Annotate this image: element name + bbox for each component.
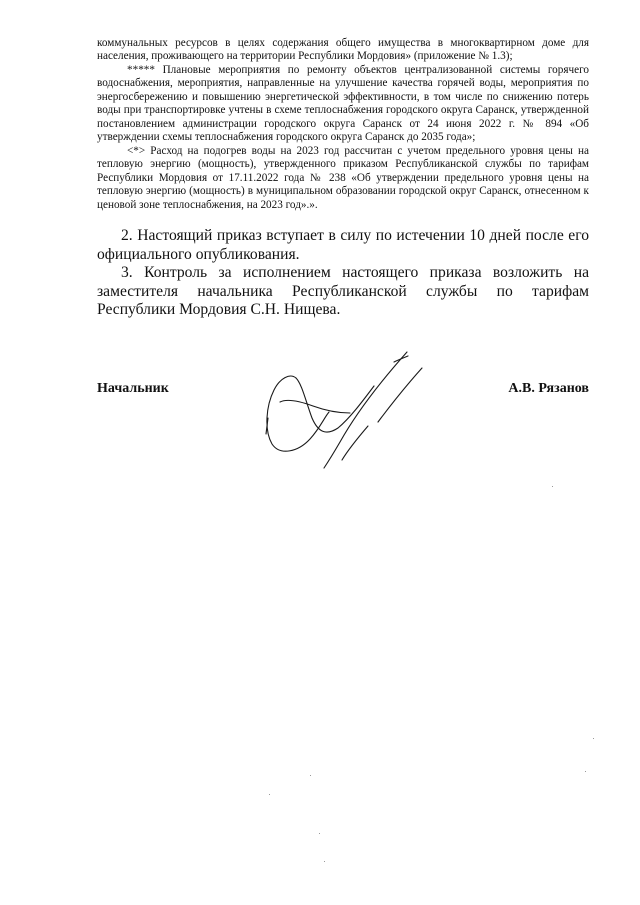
scan-speck (324, 861, 325, 862)
footnote-star-note (97, 145, 589, 212)
scan-speck (585, 771, 586, 772)
footnote-continuation-text: коммунальных ресурсов в целях содержания общего имущества в многоквартирном доме для населения, проживающего на территории Республики Мордовия» (приложение № 1.3); (97, 37, 589, 63)
order-paragraphs (97, 227, 589, 320)
signatory-name: А.В. Рязанов (508, 381, 589, 396)
paragraph-3: 3. Контроль за исполнением настоящего приказа возложить на заместителя начальника Республиканской службы по тарифам Республики Мордовия С.Н. Нищева. (97, 264, 589, 319)
scan-speck (552, 486, 553, 487)
scan-speck (319, 833, 320, 834)
handwritten-signature (258, 340, 443, 475)
footnote-star-note-text: <*> Расход на подогрев воды на 2023 год рассчитан с учетом предельного уровня цены на тепловую энергию (мощность), утвержденного приказом Республиканской службы по тарифам Республики Мордовия от 17.11.2022 года № 238 «Об утверждении предельного уровня цены на тепловую энергию (мощность) в муниципальном образовании городской округ Саранск, отнесенном к ценовой зоне теплоснабжения, на 2023 год».». (97, 145, 589, 211)
scan-speck (310, 775, 311, 776)
footnote-five-star (97, 64, 589, 144)
footnote-continuation (97, 37, 589, 64)
signatory-title: Начальник (97, 381, 169, 396)
scan-speck (593, 738, 594, 739)
footnote-five-star-text: ***** Плановые мероприятия по ремонту объектов централизованной системы горячего водоснабжения, мероприятия, направленные на улучшение качества горячей воды, мероприятия по энергосбережению и повышению энергетической эффективности, в том числе по снижению потерь воды при транспортировке учтены в схеме теплоснабжения городского округа Саранск, утвержденной постановлением администрации городского округа Саранск от 24 июня 2022 г. № 894 «Об утверждении схемы теплоснабжения городского округа Саранск до 2035 года»; (97, 64, 589, 144)
paragraph-2: 2. Настоящий приказ вступает в силу по истечении 10 дней после его официального опубликования. (97, 227, 589, 263)
scan-speck (269, 794, 270, 795)
